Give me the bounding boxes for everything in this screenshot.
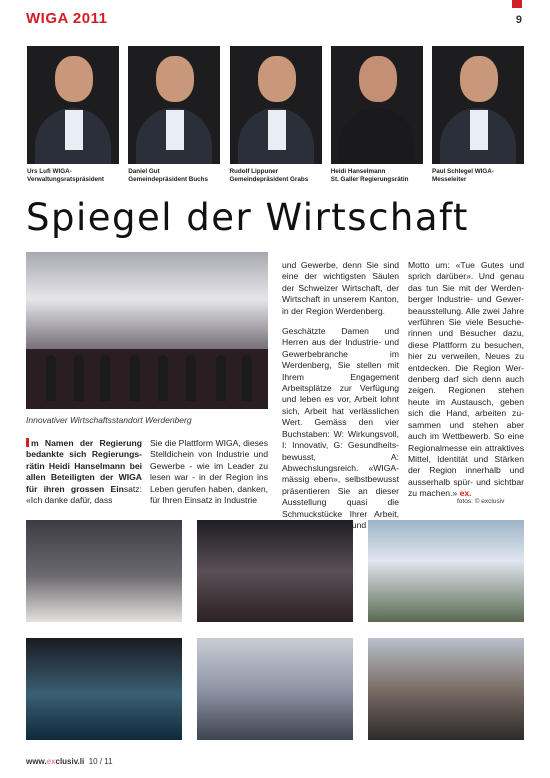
section-header: WIGA 2011 — [26, 10, 108, 27]
article-lead-continued: satz: «Ich danke dafür, dass — [26, 483, 142, 506]
event-photo — [26, 520, 182, 622]
portrait-role: Gemeindepräsident Grabs — [229, 176, 309, 183]
article-lead: m Namen der Regierung bedankte sich Regierungsrätin Heidi Hanselmann bei allen Beteiligten der WIGA für ihren grossen Ein — [26, 438, 142, 494]
portrait-name: Rudolf Lippuner — [229, 168, 279, 175]
paragraph: Motto um: «Tue Gutes und sprich darüber». Und genau das tun Sie mit der Werdenberger Industrie- und Gewerbeausstellung. Alle zwei Jahre verführen Sie viele Besucherinnen und Besucher dazu, diese Plattform zu besuchen, hier zu verweilen, Neues zu entdecken. Die Region Werdenberg darf sich denn auch zeigen. Regionen stehen heute im Austausch, geben sich die Hand, arbeiten zusammen und stehen aber auch im Wettbewerb. So eine Regionalmesse ein attraktives Mittel, Identität und Stärken der Region innerhalb und ausserhalb spür- und sichtbar zu machen.» — [408, 260, 524, 499]
portrait-photo — [230, 46, 322, 164]
event-photo — [197, 638, 353, 740]
main-photo — [26, 252, 268, 409]
footer-url-domain: clusiv.li — [55, 757, 85, 766]
article-headline: Spiegel der Wirtschaft — [26, 196, 469, 239]
portrait-card — [27, 46, 119, 184]
footer-url-prefix: www. — [26, 757, 47, 766]
footer — [26, 757, 113, 766]
portrait-role: Verwaltungsratspräsident — [27, 176, 104, 183]
article-column-3 — [282, 260, 399, 552]
event-photo — [368, 520, 524, 622]
portrait-role: Gemeindepräsident Buchs — [128, 176, 209, 183]
portrait-role: Messeleiter — [432, 176, 467, 183]
footer-pages: 10 / 11 — [88, 757, 113, 766]
page-number: 9 — [515, 14, 522, 26]
paragraph: und Gewerbe, denn Sie sind eine der wichtigsten Säulen der Schweizer Wirtschaft, der Wirtschaft in unserem Kanton, in der Region Werdenberg. — [282, 260, 399, 316]
portrait-name: Paul Schlegel WIGA- — [432, 168, 494, 175]
event-photo — [26, 638, 182, 740]
photo-caption: Innovativer Wirtschaftsstandort Werdenberg — [26, 415, 192, 425]
event-photo — [368, 638, 524, 740]
paragraph: Geschätzte Damen und Herren aus der Industrie- und Gewerbebranche im Werdenberg, Sie stellen mit Ihrem Engagement Arbeitsplätze zur Verfügung und leben es vor, Arbeit lohnt sich, Arbeit hat verlässlichen Wert. Gemäss den vier Buchstaben: W: Wirkungsvoll, I: Innovativ, G: Gesundheitsbewusst, A: Abwechslungsreich. «WIGA-mässig eben», selbstbewusst präsentieren Sie an dieser Ausstellung quasi die Schmuckstücke Ihrer Arbeit, und — [282, 326, 399, 530]
portrait-name: Heidi Hanselmann — [330, 168, 386, 175]
portrait-card — [128, 46, 220, 184]
corner-tab — [512, 0, 522, 8]
photo-credit: fotos: © exclusiv — [457, 498, 505, 505]
portrait-card — [331, 46, 423, 184]
portrait-photo — [331, 46, 423, 164]
article-column-4 — [408, 260, 524, 500]
end-mark: ex. — [459, 488, 472, 499]
portrait-role: St. Galler Regierungsrätin — [330, 176, 409, 183]
portrait-card — [432, 46, 524, 184]
portrait-card — [230, 46, 322, 184]
article-column-1 — [26, 438, 142, 506]
portrait-photo — [128, 46, 220, 164]
article-column-2: Sie die Plattform WIGA, dieses Stelldichein von Industrie und Gewerbe - wie im Leader zu lesen war - in der Region ins Leben gerufen haben, danken, für Ihren Einsatz in Industrie — [150, 438, 268, 506]
event-photo — [197, 520, 353, 622]
portrait-name: Daniel Gut — [128, 168, 160, 175]
footer-url-mark: ex — [46, 757, 56, 766]
portrait-row — [27, 46, 524, 184]
drop-marker — [26, 438, 29, 447]
portrait-photo — [432, 46, 524, 164]
portrait-name: Urs Lufi WIGA- — [27, 168, 72, 175]
portrait-photo — [27, 46, 119, 164]
